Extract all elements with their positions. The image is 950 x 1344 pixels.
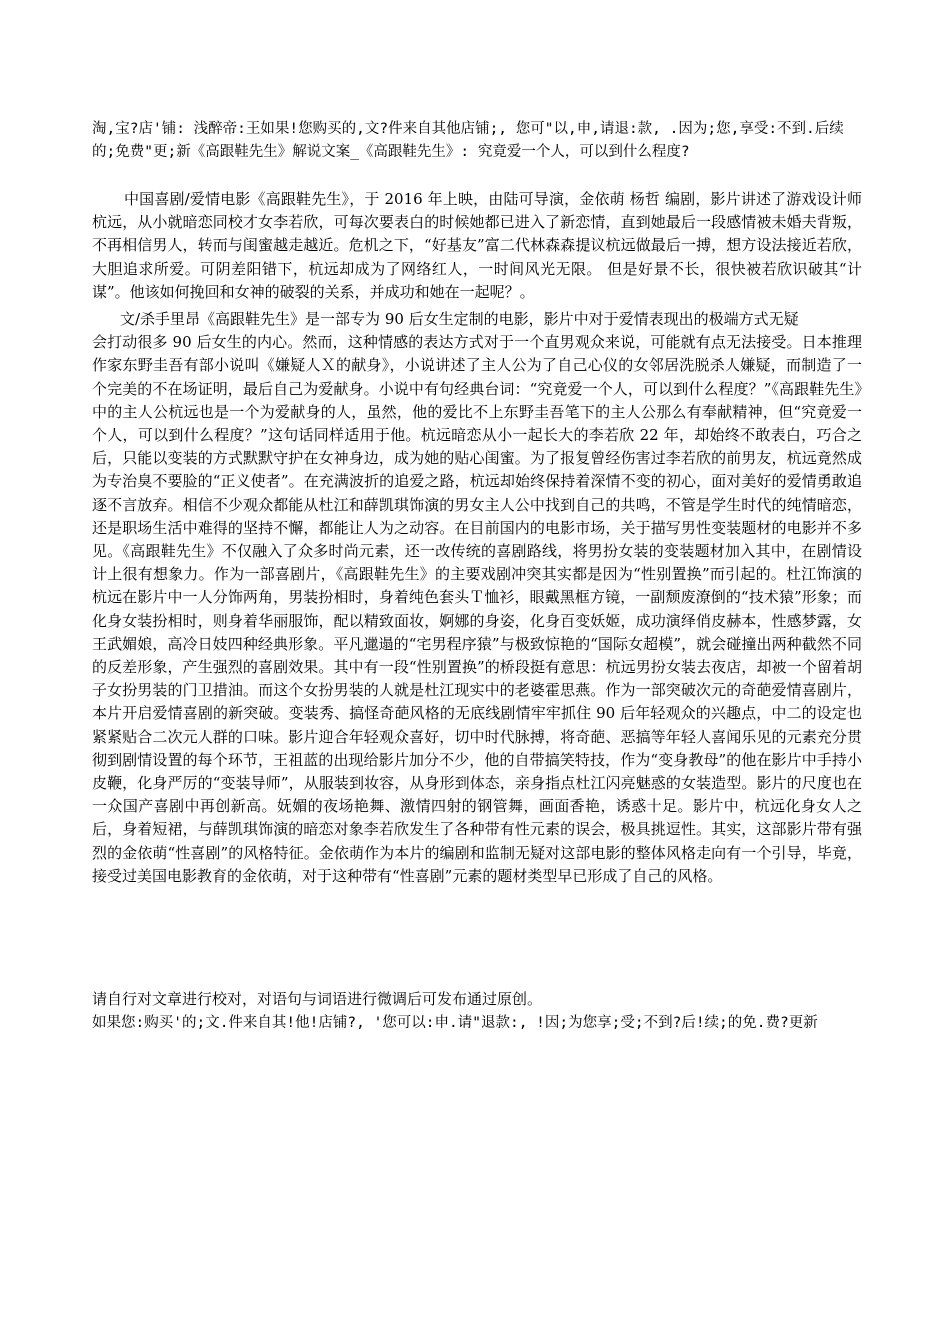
shop-notice-footer: 如果您:购买'的;文.件来自其!他!店铺?, '您可以:申.请"退款:, !因;为您享;受;不到?后!续;的免.费?更新 [92,1015,818,1031]
review-body: 会打动很多 90 后女生的内心。然而，这种情感的表达方式对于一个直男观众来说，可能就有点无法接受。日本推理作家东野圭吾有部小说叫《嫌疑人Ｘ的献身》，小说讲述了主人公为了自己心仪的女邻居洗脱杀人嫌疑，而制造了一个完美的不在场证明，最后自己为爱献身。小说中有句经典台词：“究竟爱一个人，可以到什么程度？”《高跟鞋先生》中的主人公杭远也是一个为爱献身的人，虽然，他的爱比不上东野圭吾笔下的主人公那么有奉献精神，但“究竟爱一个人，可以到什么程度？”这句话同样适用于他。杭远暗恋从小一起长大的李若欣 22 年，却始终不敢表白，巧合之后，只能以变装的方式默默守护在女神身边，成为她的贴心闺蜜。为了报复曾经伤害过李若欣的前男友，杭远竟然成为专治臭不要脸的“正义使者”。在充满波折的追爱之路，杭远却始终保持着深情不变的初心，面对美好的爱情勇敢追逐不言放弃。相信不少观众都能从杜江和薛凯琪饰演的男女主人公中找到自己的共鸣，不管是学生时代的纯情暗恋，还是职场生活中难得的坚持不懈，都能让人为之动容。在目前国内的电影市场，关于描写男性变装题材的电影并不多见。《高跟鞋先生》不仅融入了众多时尚元素，还一改传统的喜剧路线，将男扮女装的变装题材加入其中，在剧情设计上很有想象力。作为一部喜剧片，《高跟鞋先生》的主要戏剧冲突其实都是因为“性别置换”而引起的。杜江饰演的杭远在影片中一人分饰两角，男装扮相时，身着纯色套头Ｔ恤衫，眼戴黑框方镜，一副颓废潦倒的“技术猿”形象；而化身女装扮相时，则身着华丽服饰，配以精致面妆，婀娜的身姿，化身百变妖姬，成功演绎俏皮赫本，性感梦露，女王武媚娘，高冷日妓四种经典形象。平凡邋遢的“宅男程序猿”与极致惊艳的“国际女超模”，就会碰撞出两种截然不同的反差形象，产生强烈的喜剧效果。其中有一段“性别置换”的桥段挺有意思：杭远男扮女装去夜店，却被一个留着胡子女扮男装的门卫措油。而这个女扮男装的人就是杜江现实中的老婆霍思燕。作为一部突破次元的奇葩爱情喜剧片，本片开启爱情喜剧的新突破。变装秀、搞怪奇葩风格的无底线剧情牢牢抓住 90 后年轻观众的兴趣点，中二的设定也紧紧贴合二次元人群的口味。影片迎合年轻观众喜好，切中时代脉搏，将奇葩、恶搞等年轻人喜闻乐见的元素充分贯彻到剧情设置的每个环节，王祖蓝的出现给影片加分不少，他的自带搞笑特技，作为“变身教母”的他在影片中手持小皮鞭，化身严厉的“变装导师”，从服装到妆容，从身形到体态，亲身指点杜江闪亮魅惑的女装造型。影片的尺度也在一众国产喜剧中再创新高。妩媚的夜场艳舞、激情四射的钢管舞，画面香艳，诱惑十足。影片中，杭远化身女人之后，身着短裙，与薛凯琪饰演的暗恋对象李若欣发生了各种带有性元素的误会，极具挑逗性。其实，这部影片带有强烈的金依萌“性喜剧”的风格特征。金依萌作为本片的编剧和监制无疑对这部电影的整体风格走向有一个引导，毕竟，接受过美国电影教育的金依萌，对于这种带有“性喜剧”元素的题材类型早已形成了自己的风格。 [92,333,862,885]
proofread-note: 请自行对文章进行校对，对语句与词语进行微调后可发布通过原创。 [92,990,543,1008]
review-paragraph [92,308,862,888]
shop-notice-header: 淘,宝?店'铺: 浅醉帝:王如果!您购买的,文?件来自其他店铺;, 您可"以,申,请退:款, .因为;您,享受:不到.后续的;免费"更;新《高跟鞋先生》解说文案_《高跟鞋先生》: 究竟爱一个人，可以到什么程度? [92,121,844,160]
movie-synopsis-paragraph: 中国喜剧/爱情电影《高跟鞋先生》，于 2016 年上映，由陆可导演，金依萌 杨哲 编剧，影片讲述了游戏设计师杭远，从小就暗恋同校才女李若欣，可每次要表白的时候她都已进入了新恋情，直到她最后一段感情被未婚夫背叛，不再相信男人，转而与闺蜜越走越近。危机之下，“好基友”富二代林森森提议杭远做最后一搏，想方设法接近若欣，大胆追求所爱。可阴差阳错下，杭远却成为了网络红人，一时间风光无限。 但是好景不长，很快被若欣识破其“计谋”。他该如何挽回和女神的破裂的关系，并成功和她在一起呢？。 [92,190,862,301]
review-first-line: 文/杀手里昂《高跟鞋先生》是一部专为 90 后女生定制的电影，影片中对于爱情表现出的极端方式无疑 [120,310,799,328]
